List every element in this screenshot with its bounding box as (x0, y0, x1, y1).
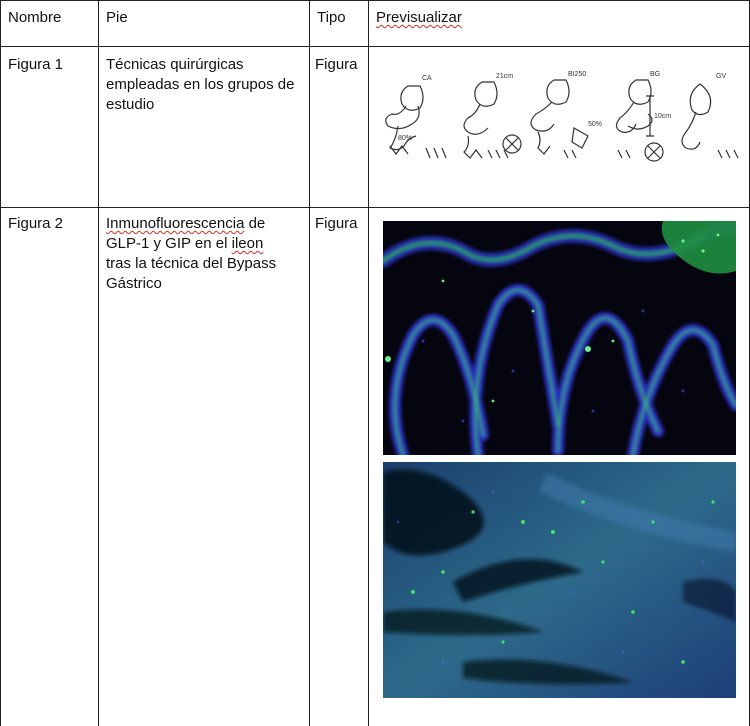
row2-pie-rest1: de (244, 215, 266, 232)
table-border-top (0, 0, 750, 1)
row1-tipo: Figura (315, 56, 358, 73)
figure2-immunofluorescence-top (383, 221, 736, 455)
table-divider-1 (98, 0, 99, 726)
diagram-label-ca: CA (422, 75, 432, 82)
row2-pie-line4: Gástrico (106, 275, 162, 292)
row2-pie-line2 (106, 234, 306, 254)
row1-nombre: Figura 1 (8, 56, 64, 73)
diagram-label-21cm: 21cm (496, 73, 514, 80)
row2-tipo: Figura (315, 215, 358, 232)
diagram-label-bi250: BI250 (568, 71, 587, 78)
header-nombre: Nombre (8, 9, 62, 26)
row2-pie (106, 214, 306, 294)
row2-pie-line2a: GLP-1 y GIP en el (106, 235, 232, 252)
header-tipo: Tipo (317, 9, 346, 26)
table-border-row1 (0, 207, 750, 208)
row2-pie-word1: Inmunofluorescencia (106, 215, 245, 232)
row2-pie-line3: tras la técnica del Bypass (106, 255, 277, 272)
table-border-left (0, 0, 1, 726)
diagram-label-bg: BG (650, 71, 661, 78)
diagram-label-50: 50% (588, 121, 603, 128)
table-divider-3 (368, 0, 369, 726)
header-pie: Pie (106, 9, 128, 26)
row2-pie-line1 (106, 214, 306, 234)
row2-nombre: Figura 2 (8, 215, 64, 232)
row1-pie: Técnicas quirúrgicas empleadas en los grupos de estudio (106, 56, 295, 113)
figure2-immunofluorescence-bottom (383, 462, 736, 698)
table-divider-2 (309, 0, 310, 726)
figure1-surgical-diagram (378, 66, 742, 176)
header-previsualizar: Previsualizar (376, 9, 462, 26)
diagram-label-gv: GV (716, 73, 727, 80)
diagram-label-80: 80% (398, 135, 413, 142)
row2-pie-word2: ileon (231, 235, 264, 252)
table-border-header (0, 46, 750, 47)
diagram-label-10cm: 10cm (654, 113, 672, 120)
